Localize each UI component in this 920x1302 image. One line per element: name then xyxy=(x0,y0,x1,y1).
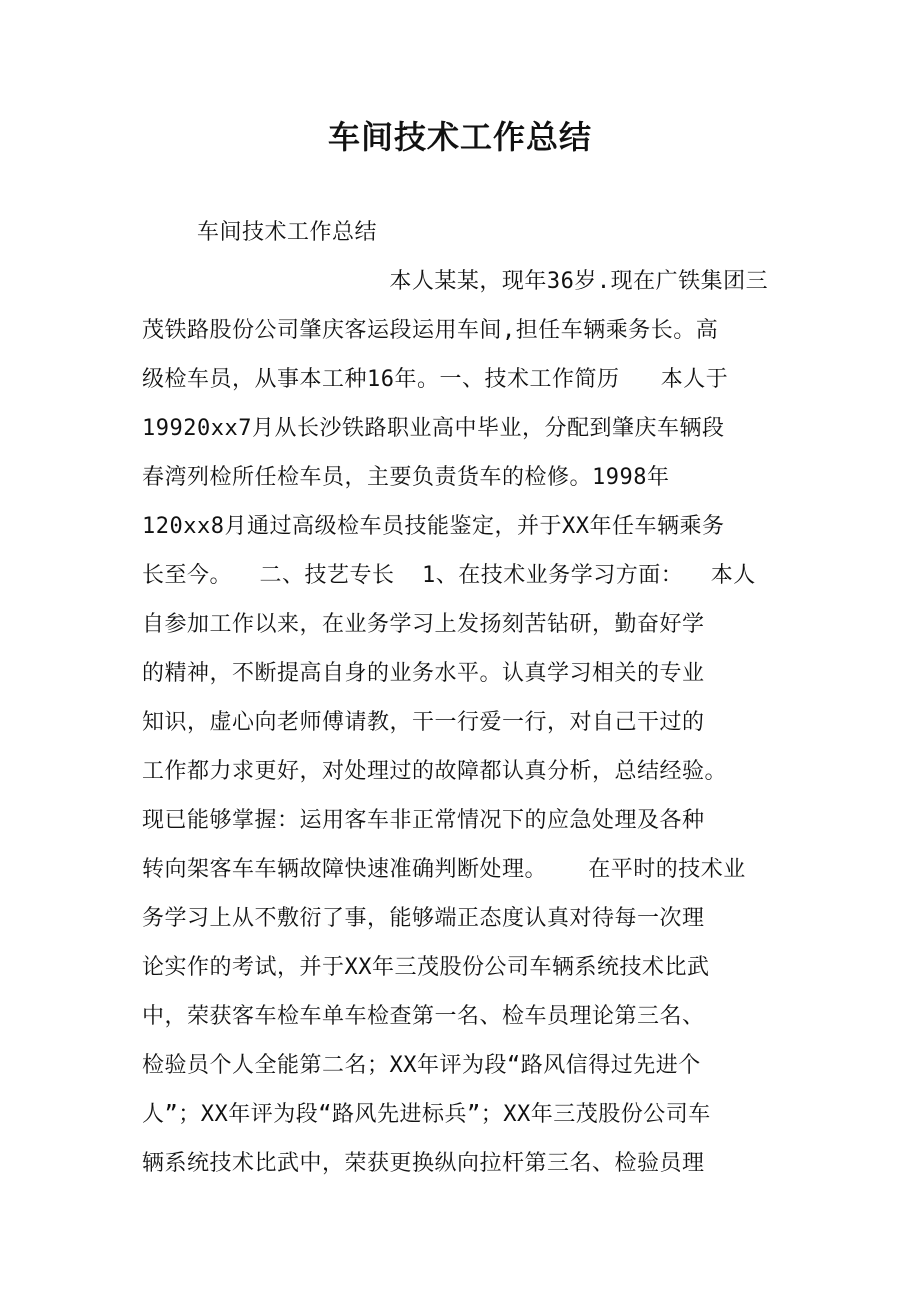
body-line: 辆系统技术比武中，荣获更换纵向拉杆第三名、检验员理 xyxy=(142,1151,705,1176)
body-line: 车间技术工作总结 xyxy=(142,220,377,245)
body-line: 现已能够掌握：运用客车非正常情况下的应急处理及各种 xyxy=(142,808,705,833)
body-line: 长至今。 二、技艺专长 1、在技术业务学习方面： 本人 xyxy=(142,563,756,588)
body-line: 19920xx7月从长沙铁路职业高中毕业，分配到肇庆车辆段 xyxy=(142,416,725,441)
body-line: 知识，虚心向老师傅请教，干一行爱一行，对自己干过的 xyxy=(142,710,705,735)
body-line: 检验员个人全能第二名；XX年评为段“路风信得过先进个 xyxy=(142,1053,701,1078)
body-line: 论实作的考试，并于XX年三茂股份公司车辆系统技术比武 xyxy=(142,955,710,980)
body-line: 人”；XX年评为段“路风先进标兵”；XX年三茂股份公司车 xyxy=(142,1102,711,1127)
body-line: 中，荣获客车检车单车检查第一名、检车员理论第三名、 xyxy=(142,1004,705,1029)
body-line: 本人某某，现年36岁.现在广铁集团三 xyxy=(142,269,769,294)
body-line: 茂铁路股份公司肇庆客运段运用车间,担任车辆乘务长。高 xyxy=(142,318,719,343)
body-line: 级检车员，从事本工种16年。一、技术工作简历 本人于 xyxy=(142,367,729,392)
body-line: 工作都力求更好，对处理过的故障都认真分析，总结经验。 xyxy=(142,759,728,784)
body-line: 务学习上从不敷衍了事，能够端正态度认真对待每一次理 xyxy=(142,906,705,931)
document-title: 车间技术工作总结 xyxy=(327,118,592,156)
body-line: 的精神，不断提高自身的业务水平。认真学习相关的专业 xyxy=(142,661,705,686)
body-line: 120xx8月通过高级检车员技能鉴定，并于XX年任车辆乘务 xyxy=(142,514,725,539)
document-body xyxy=(142,208,782,1188)
body-line: 自参加工作以来，在业务学习上发扬刻苦钻研，勤奋好学 xyxy=(142,612,705,637)
body-line: 春湾列检所任检车员，主要负责货车的检修。1998年 xyxy=(142,465,670,490)
body-line: 转向架客车车辆故障快速准确判断处理。 在平时的技术业 xyxy=(142,857,746,882)
